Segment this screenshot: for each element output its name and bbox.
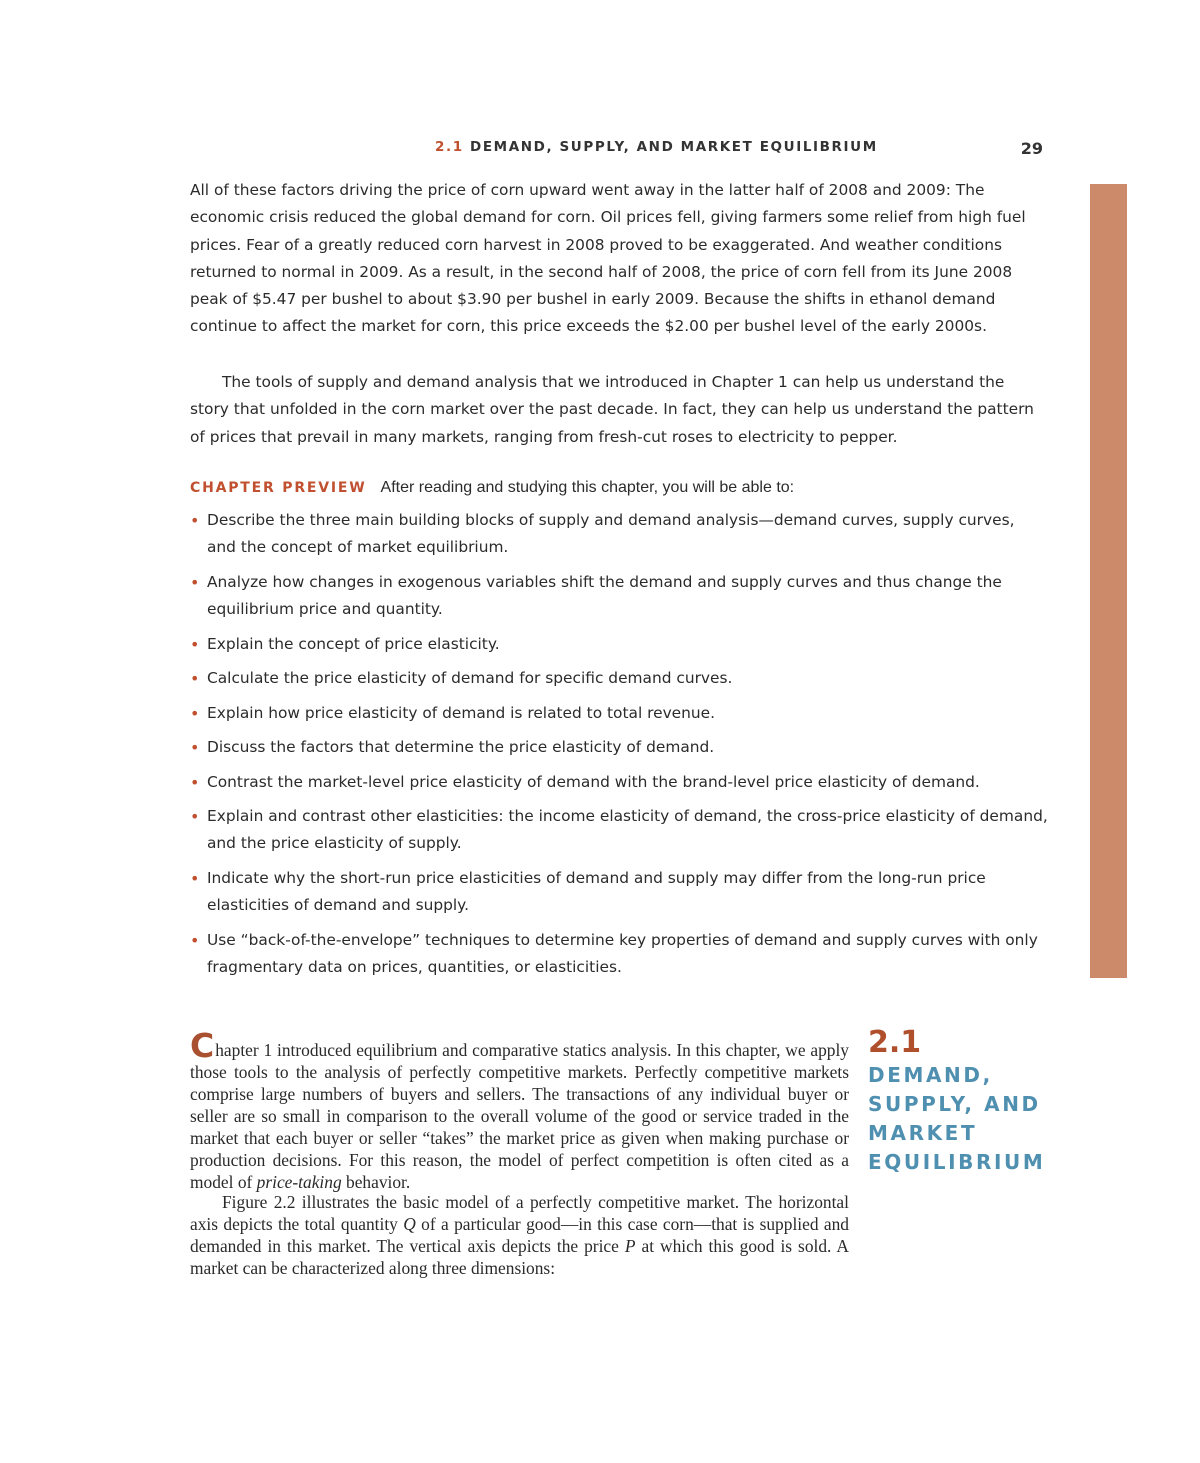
section-margin-heading [868,1025,1068,1177]
running-head-title [435,139,878,155]
list-item [190,507,1048,562]
list-item [190,927,1048,982]
chapter-preview-intro: After reading and studying this chapter, you will be able to: [380,479,795,496]
section-paragraph-1 [190,1026,849,1193]
bullet-icon: • [190,634,200,654]
variable-q: Q [403,1214,416,1234]
objective-text: Analyze how changes in exogenous variables shift the demand and supply curves and thus change the equilibrium price and quantity. [207,572,1002,619]
intro-paragraph-1: All of these factors driving the price of corn upward went away in the latter half of 2008 and 2009: The economic crisis reduced the global demand for corn. Oil prices fell, giving farmers some relief from high fuel prices. Fear of a greatly reduced corn harvest in 2008 proved to be exaggerated. And weather conditions returned to normal in 2009. As a result, in the second half of 2008, the price of corn fell from its June 2008 peak of $5.47 per bushel to about $3.90 per bushel in early 2009. Because the shifts in ethanol demand continue to affect the market for corn, this price exceeds the $2.00 per bushel level of the early 2000s. [190,181,1026,336]
bullet-icon: • [190,930,200,950]
bullet-icon: • [190,572,200,592]
list-item [190,865,1048,920]
bullet-icon: • [190,738,200,758]
section-paragraph-2-text-c: at which this good is sold. A market can be characterized along three dimensions: [190,1236,849,1278]
section-title-line: MARKET [868,1121,978,1145]
objective-text: Describe the three main building blocks of supply and demand analysis—demand curves, supply curves, and the concept of market equilibrium. [207,511,1015,557]
section-title-line: DEMAND, [868,1063,993,1087]
chapter-preview-label: CHAPTER PREVIEW [190,480,367,496]
learning-objectives-list [190,507,1048,988]
list-item [190,803,1048,858]
section-paragraph-2-text-a: Figure 2.2 illustrates the basic model of a perfectly competitive market. The horizontal axis depicts the total quantity [190,1192,849,1234]
running-head-section-number: 2.1 [435,139,464,155]
bullet-icon: • [190,806,200,826]
list-item [190,700,1048,727]
list-item [190,631,1048,658]
objective-text: Explain the concept of price elasticity. [207,634,500,653]
section-title-line: SUPPLY, AND [868,1092,1041,1116]
section-number: 2.1 [868,1025,922,1060]
bullet-icon: • [190,511,200,530]
page-number: 29 [1020,139,1043,158]
section-title-line: EQUILIBRIUM [868,1150,1046,1174]
section-paragraph-2-text-b: of a particular good—in this case corn—that is supplied and demanded in this market. The vertical axis depicts the price [190,1214,849,1256]
bullet-icon: • [190,772,200,792]
section-paragraph-2 [190,1191,849,1279]
objective-text: Indicate why the short-run price elasticities of demand and supply may differ from the long-run price elasticities of demand and supply. [207,868,986,915]
list-item [190,665,1048,692]
section-paragraph-1-text-a: hapter 1 introduced equilibrium and comparative statics analysis. In this chapter, we apply those tools to the analysis of perfectly competitive markets. Perfectly competitive markets comprise large numbers of buyers and sellers. The transactions of any individual buyer or seller are so small in comparison to the overall volume of the good or service traded in the market that each buyer or seller “takes” the market price as given when making purchase or production decisions. For this reason, the model of perfect competition is often cited as a model of [190,1040,849,1192]
objective-text: Calculate the price elasticity of demand for specific demand curves. [207,669,733,688]
intro-paragraph-2: The tools of supply and demand analysis that we introduced in Chapter 1 can help us understand the story that unfolded in the corn market over the past decade. In fact, they can help us understand the pattern of prices that prevail in many markets, ranging from fresh-cut roses to electricity to pepper. [190,373,1034,446]
objective-text: Use “back-of-the-envelope” techniques to determine key properties of demand and supply curves with only fragmentary data on prices, quantities, or elasticities. [207,930,1038,976]
list-item [190,734,1048,761]
bullet-icon: • [190,703,200,723]
variable-p: P [624,1236,636,1256]
section-paragraph-1-text-b: behavior. [341,1172,411,1192]
list-item [190,769,1048,796]
running-head-section-title: DEMAND, SUPPLY, AND MARKET EQUILIBRIUM [470,139,878,155]
objective-text: Explain how price elasticity of demand is related to total revenue. [207,703,716,722]
objective-text: Discuss the factors that determine the price elasticity of demand. [207,738,715,757]
objective-text: Explain and contrast other elasticities: the income elasticity of demand, the cross-price elasticity of demand, and the price elasticity of supply. [207,806,1048,853]
chapter-preview-heading [190,474,1048,502]
bullet-icon: • [190,868,200,888]
bullet-icon: • [190,669,200,689]
list-item [190,569,1048,624]
objective-text: Contrast the market-level price elasticity of demand with the brand-level price elasticity of demand. [207,772,980,791]
drop-cap: C [190,1026,215,1065]
chapter-side-tab [1090,184,1127,978]
italic-term: price-taking [256,1172,342,1192]
